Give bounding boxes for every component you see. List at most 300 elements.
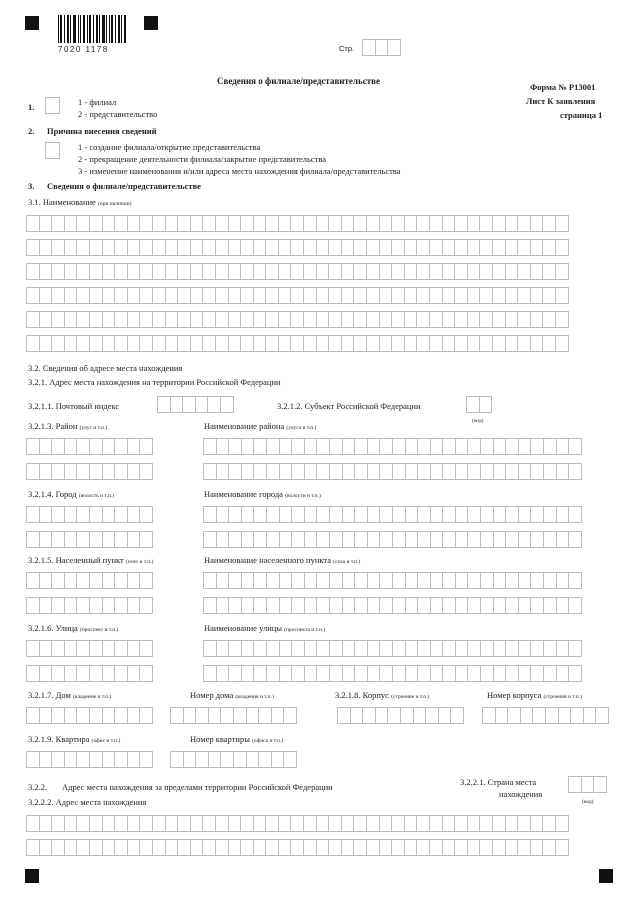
input-cell[interactable] xyxy=(266,438,280,455)
input-cell[interactable] xyxy=(89,597,103,614)
input-cell[interactable] xyxy=(279,665,293,682)
input-cell[interactable] xyxy=(329,506,343,523)
input-cell[interactable] xyxy=(51,311,65,328)
input-cell[interactable] xyxy=(303,815,317,832)
input-cell[interactable] xyxy=(518,506,532,523)
input-cell[interactable] xyxy=(39,597,53,614)
input-cell[interactable] xyxy=(429,311,443,328)
input-cell[interactable] xyxy=(379,597,393,614)
input-cell[interactable] xyxy=(290,335,304,352)
input-cell[interactable] xyxy=(253,531,267,548)
input-cell[interactable] xyxy=(417,506,431,523)
input-cell[interactable] xyxy=(405,640,419,657)
input-cell[interactable] xyxy=(442,438,456,455)
input-cell[interactable] xyxy=(543,665,557,682)
input-cell[interactable] xyxy=(26,640,40,657)
input-cell[interactable] xyxy=(379,572,393,589)
input-cell[interactable] xyxy=(304,438,318,455)
input-cell[interactable] xyxy=(405,665,419,682)
input-cell[interactable] xyxy=(417,531,431,548)
input-cell[interactable] xyxy=(228,640,242,657)
input-cell[interactable] xyxy=(392,463,406,480)
input-cell[interactable] xyxy=(517,215,531,232)
input-cell[interactable] xyxy=(89,438,103,455)
input-cell[interactable] xyxy=(241,572,255,589)
input-cell[interactable] xyxy=(354,531,368,548)
input-cell[interactable] xyxy=(404,815,418,832)
input-cell[interactable] xyxy=(479,239,493,256)
input-cell[interactable] xyxy=(177,215,191,232)
input-cell[interactable] xyxy=(581,776,595,793)
district-type-row-2[interactable] xyxy=(26,463,153,480)
input-cell[interactable] xyxy=(89,572,103,589)
input-cell[interactable] xyxy=(556,597,570,614)
input-cell[interactable] xyxy=(342,665,356,682)
input-cell[interactable] xyxy=(89,531,103,548)
input-cell[interactable] xyxy=(353,287,367,304)
input-cell[interactable] xyxy=(208,751,222,768)
input-cell[interactable] xyxy=(51,597,65,614)
input-cell[interactable] xyxy=(76,572,90,589)
input-cell[interactable] xyxy=(152,215,166,232)
input-cell[interactable] xyxy=(102,263,116,280)
input-cell[interactable] xyxy=(467,506,481,523)
input-cell[interactable] xyxy=(555,239,569,256)
input-cell[interactable] xyxy=(240,839,254,856)
input-cell[interactable] xyxy=(127,597,141,614)
input-cell[interactable] xyxy=(266,531,280,548)
input-cell[interactable] xyxy=(492,215,506,232)
input-cell[interactable] xyxy=(391,311,405,328)
input-cell[interactable] xyxy=(479,287,493,304)
input-cell[interactable] xyxy=(203,438,217,455)
input-cell[interactable] xyxy=(291,597,305,614)
input-cell[interactable] xyxy=(530,311,544,328)
input-cell[interactable] xyxy=(215,239,229,256)
input-cell[interactable] xyxy=(532,707,546,724)
input-cell[interactable] xyxy=(203,531,217,548)
input-cell[interactable] xyxy=(139,287,153,304)
input-cell[interactable] xyxy=(89,311,103,328)
input-cell[interactable] xyxy=(367,597,381,614)
input-cell[interactable] xyxy=(530,287,544,304)
input-cell[interactable] xyxy=(316,311,330,328)
input-cell[interactable] xyxy=(64,815,78,832)
input-cell[interactable] xyxy=(517,335,531,352)
input-cell[interactable] xyxy=(290,215,304,232)
input-cell[interactable] xyxy=(568,531,582,548)
input-cell[interactable] xyxy=(51,839,65,856)
input-cell[interactable] xyxy=(26,839,40,856)
input-cell[interactable] xyxy=(51,572,65,589)
input-cell[interactable] xyxy=(76,215,90,232)
input-cell[interactable] xyxy=(102,438,116,455)
input-cell[interactable] xyxy=(228,597,242,614)
input-cell[interactable] xyxy=(430,506,444,523)
input-cell[interactable] xyxy=(367,438,381,455)
input-cell[interactable] xyxy=(76,239,90,256)
input-cell[interactable] xyxy=(316,215,330,232)
input-cell[interactable] xyxy=(114,335,128,352)
input-cell[interactable] xyxy=(39,815,53,832)
input-cell[interactable] xyxy=(416,263,430,280)
input-cell[interactable] xyxy=(455,463,469,480)
input-cell[interactable] xyxy=(76,335,90,352)
input-cell[interactable] xyxy=(26,239,40,256)
input-cell[interactable] xyxy=(190,215,204,232)
input-cell[interactable] xyxy=(354,597,368,614)
input-cell[interactable] xyxy=(240,335,254,352)
input-cell[interactable] xyxy=(64,239,78,256)
input-cell[interactable] xyxy=(291,438,305,455)
input-cell[interactable] xyxy=(26,215,40,232)
input-cell[interactable] xyxy=(542,311,556,328)
input-cell[interactable] xyxy=(203,463,217,480)
input-cell[interactable] xyxy=(290,287,304,304)
input-cell[interactable] xyxy=(404,239,418,256)
input-cell[interactable] xyxy=(416,815,430,832)
input-cell[interactable] xyxy=(266,572,280,589)
input-cell[interactable] xyxy=(26,597,40,614)
input-cell[interactable] xyxy=(530,335,544,352)
input-cell[interactable] xyxy=(139,438,153,455)
input-cell[interactable] xyxy=(467,640,481,657)
input-cell[interactable] xyxy=(303,335,317,352)
input-cell[interactable] xyxy=(303,287,317,304)
input-cell[interactable] xyxy=(416,311,430,328)
input-cell[interactable] xyxy=(102,335,116,352)
input-cell[interactable] xyxy=(416,335,430,352)
name-row-4[interactable] xyxy=(26,287,569,304)
input-cell[interactable] xyxy=(542,239,556,256)
input-cell[interactable] xyxy=(127,665,141,682)
input-cell[interactable] xyxy=(216,597,230,614)
input-cell[interactable] xyxy=(51,215,65,232)
input-cell[interactable] xyxy=(467,287,481,304)
input-cell[interactable] xyxy=(545,707,559,724)
input-cell[interactable] xyxy=(329,597,343,614)
input-cell[interactable] xyxy=(542,335,556,352)
input-cell[interactable] xyxy=(265,287,279,304)
input-cell[interactable] xyxy=(278,335,292,352)
input-cell[interactable] xyxy=(530,531,544,548)
input-cell[interactable] xyxy=(139,751,153,768)
input-cell[interactable] xyxy=(454,839,468,856)
input-cell[interactable] xyxy=(442,640,456,657)
input-cell[interactable] xyxy=(417,597,431,614)
input-cell[interactable] xyxy=(64,287,78,304)
input-cell[interactable] xyxy=(291,463,305,480)
input-cell[interactable] xyxy=(342,531,356,548)
input-cell[interactable] xyxy=(542,215,556,232)
input-cell[interactable] xyxy=(442,506,456,523)
input-cell[interactable] xyxy=(367,665,381,682)
input-cell[interactable] xyxy=(328,287,342,304)
input-cell[interactable] xyxy=(290,815,304,832)
input-cell[interactable] xyxy=(304,463,318,480)
input-cell[interactable] xyxy=(400,707,414,724)
input-cell[interactable] xyxy=(127,438,141,455)
input-cell[interactable] xyxy=(215,815,229,832)
input-cell[interactable] xyxy=(290,839,304,856)
input-cell[interactable] xyxy=(303,239,317,256)
input-cell[interactable] xyxy=(480,463,494,480)
input-cell[interactable] xyxy=(555,839,569,856)
input-cell[interactable] xyxy=(316,665,330,682)
city-type-row-2[interactable] xyxy=(26,531,153,548)
input-cell[interactable] xyxy=(505,239,519,256)
input-cell[interactable] xyxy=(493,597,507,614)
input-cell[interactable] xyxy=(241,665,255,682)
input-cell[interactable] xyxy=(39,640,53,657)
input-cell[interactable] xyxy=(530,597,544,614)
input-cell[interactable] xyxy=(228,665,242,682)
input-cell[interactable] xyxy=(253,640,267,657)
input-cell[interactable] xyxy=(26,531,40,548)
input-cell[interactable] xyxy=(518,463,532,480)
input-cell[interactable] xyxy=(114,597,128,614)
input-cell[interactable] xyxy=(278,263,292,280)
input-cell[interactable] xyxy=(480,572,494,589)
input-cell[interactable] xyxy=(492,287,506,304)
input-cell[interactable] xyxy=(303,311,317,328)
input-cell[interactable] xyxy=(392,506,406,523)
input-cell[interactable] xyxy=(228,506,242,523)
input-cell[interactable] xyxy=(367,640,381,657)
input-cell[interactable] xyxy=(379,506,393,523)
input-cell[interactable] xyxy=(329,640,343,657)
input-cell[interactable] xyxy=(258,707,272,724)
input-cell[interactable] xyxy=(530,839,544,856)
input-cell[interactable] xyxy=(404,839,418,856)
input-cell[interactable] xyxy=(228,815,242,832)
input-cell[interactable] xyxy=(127,215,141,232)
input-cell[interactable] xyxy=(583,707,597,724)
input-cell[interactable] xyxy=(417,665,431,682)
input-cell[interactable] xyxy=(89,239,103,256)
settlement-type-row-2[interactable] xyxy=(26,597,153,614)
input-cell[interactable] xyxy=(228,531,242,548)
input-cell[interactable] xyxy=(316,239,330,256)
input-cell[interactable] xyxy=(353,839,367,856)
input-cell[interactable] xyxy=(467,839,481,856)
input-cell[interactable] xyxy=(442,665,456,682)
input-cell[interactable] xyxy=(480,531,494,548)
input-cell[interactable] xyxy=(114,665,128,682)
input-cell[interactable] xyxy=(467,438,481,455)
input-cell[interactable] xyxy=(454,335,468,352)
input-cell[interactable] xyxy=(39,531,53,548)
building-number-cells[interactable] xyxy=(482,707,609,724)
input-cell[interactable] xyxy=(139,335,153,352)
name-row-5[interactable] xyxy=(26,311,569,328)
input-cell[interactable] xyxy=(455,438,469,455)
input-cell[interactable] xyxy=(392,640,406,657)
input-cell[interactable] xyxy=(165,239,179,256)
input-cell[interactable] xyxy=(102,287,116,304)
input-cell[interactable] xyxy=(429,815,443,832)
input-cell[interactable] xyxy=(283,751,297,768)
input-cell[interactable] xyxy=(26,815,40,832)
input-cell[interactable] xyxy=(271,751,285,768)
input-cell[interactable] xyxy=(442,572,456,589)
input-cell[interactable] xyxy=(290,311,304,328)
input-cell[interactable] xyxy=(507,707,521,724)
input-cell[interactable] xyxy=(76,707,90,724)
input-cell[interactable] xyxy=(316,572,330,589)
input-cell[interactable] xyxy=(505,506,519,523)
input-cell[interactable] xyxy=(64,463,78,480)
input-cell[interactable] xyxy=(240,263,254,280)
input-cell[interactable] xyxy=(505,640,519,657)
input-cell[interactable] xyxy=(170,751,184,768)
input-cell[interactable] xyxy=(202,839,216,856)
input-cell[interactable] xyxy=(215,311,229,328)
input-cell[interactable] xyxy=(479,839,493,856)
input-cell[interactable] xyxy=(102,815,116,832)
input-cell[interactable] xyxy=(328,239,342,256)
input-cell[interactable] xyxy=(190,239,204,256)
input-cell[interactable] xyxy=(139,572,153,589)
input-cell[interactable] xyxy=(102,751,116,768)
input-cell[interactable] xyxy=(366,287,380,304)
input-cell[interactable] xyxy=(341,335,355,352)
input-cell[interactable] xyxy=(455,665,469,682)
input-cell[interactable] xyxy=(177,839,191,856)
input-cell[interactable] xyxy=(492,815,506,832)
input-cell[interactable] xyxy=(568,463,582,480)
input-cell[interactable] xyxy=(165,839,179,856)
input-cell[interactable] xyxy=(416,215,430,232)
input-cell[interactable] xyxy=(316,640,330,657)
input-cell[interactable] xyxy=(89,640,103,657)
input-cell[interactable] xyxy=(114,287,128,304)
input-cell[interactable] xyxy=(241,597,255,614)
input-cell[interactable] xyxy=(404,263,418,280)
input-cell[interactable] xyxy=(480,506,494,523)
input-cell[interactable] xyxy=(165,287,179,304)
input-cell[interactable] xyxy=(127,707,141,724)
input-cell[interactable] xyxy=(391,215,405,232)
input-cell[interactable] xyxy=(354,572,368,589)
input-cell[interactable] xyxy=(127,640,141,657)
input-cell[interactable] xyxy=(530,572,544,589)
input-cell[interactable] xyxy=(114,839,128,856)
district-type-row-1[interactable] xyxy=(26,438,153,455)
input-cell[interactable] xyxy=(114,572,128,589)
input-cell[interactable] xyxy=(127,239,141,256)
input-cell[interactable] xyxy=(467,239,481,256)
input-cell[interactable] xyxy=(64,531,78,548)
input-cell[interactable] xyxy=(505,335,519,352)
input-cell[interactable] xyxy=(89,335,103,352)
building-type-cells[interactable] xyxy=(337,707,464,724)
input-cell[interactable] xyxy=(76,311,90,328)
input-cell[interactable] xyxy=(530,506,544,523)
input-cell[interactable] xyxy=(241,640,255,657)
input-cell[interactable] xyxy=(505,839,519,856)
input-cell[interactable] xyxy=(530,239,544,256)
input-cell[interactable] xyxy=(203,506,217,523)
input-cell[interactable] xyxy=(165,311,179,328)
input-cell[interactable] xyxy=(228,839,242,856)
input-cell[interactable] xyxy=(240,815,254,832)
input-cell[interactable] xyxy=(64,640,78,657)
input-cell[interactable] xyxy=(479,396,493,413)
input-cell[interactable] xyxy=(89,665,103,682)
input-cell[interactable] xyxy=(303,839,317,856)
input-cell[interactable] xyxy=(165,335,179,352)
input-cell[interactable] xyxy=(366,215,380,232)
input-cell[interactable] xyxy=(139,839,153,856)
input-cell[interactable] xyxy=(530,463,544,480)
input-cell[interactable] xyxy=(425,707,439,724)
input-cell[interactable] xyxy=(190,311,204,328)
input-cell[interactable] xyxy=(165,815,179,832)
input-cell[interactable] xyxy=(39,707,53,724)
street-type-row-1[interactable] xyxy=(26,640,153,657)
input-cell[interactable] xyxy=(467,531,481,548)
input-cell[interactable] xyxy=(102,839,116,856)
input-cell[interactable] xyxy=(265,839,279,856)
input-cell[interactable] xyxy=(127,263,141,280)
input-cell[interactable] xyxy=(190,263,204,280)
input-cell[interactable] xyxy=(253,311,267,328)
input-cell[interactable] xyxy=(505,287,519,304)
input-cell[interactable] xyxy=(51,707,65,724)
input-cell[interactable] xyxy=(265,239,279,256)
input-cell[interactable] xyxy=(442,335,456,352)
input-cell[interactable] xyxy=(450,707,464,724)
input-cell[interactable] xyxy=(467,335,481,352)
input-cell[interactable] xyxy=(51,751,65,768)
input-cell[interactable] xyxy=(291,640,305,657)
input-cell[interactable] xyxy=(195,396,209,413)
settlement-name-row-1[interactable] xyxy=(203,572,582,589)
input-cell[interactable] xyxy=(64,707,78,724)
input-cell[interactable] xyxy=(353,311,367,328)
input-cell[interactable] xyxy=(493,506,507,523)
input-cell[interactable] xyxy=(467,463,481,480)
foreign-address-row-1[interactable] xyxy=(26,815,569,832)
input-cell[interactable] xyxy=(26,751,40,768)
input-cell[interactable] xyxy=(304,531,318,548)
input-cell[interactable] xyxy=(555,311,569,328)
input-cell[interactable] xyxy=(328,839,342,856)
input-cell[interactable] xyxy=(316,506,330,523)
input-cell[interactable] xyxy=(505,263,519,280)
input-cell[interactable] xyxy=(89,506,103,523)
input-cell[interactable] xyxy=(467,263,481,280)
input-cell[interactable] xyxy=(228,311,242,328)
input-cell[interactable] xyxy=(366,239,380,256)
input-cell[interactable] xyxy=(517,839,531,856)
input-cell[interactable] xyxy=(493,531,507,548)
settlement-type-row-1[interactable] xyxy=(26,572,153,589)
street-type-row-2[interactable] xyxy=(26,665,153,682)
input-cell[interactable] xyxy=(379,839,393,856)
street-name-row-1[interactable] xyxy=(203,640,582,657)
input-cell[interactable] xyxy=(304,506,318,523)
input-cell[interactable] xyxy=(102,707,116,724)
name-row-1[interactable] xyxy=(26,215,569,232)
input-cell[interactable] xyxy=(190,815,204,832)
section2-choice-box[interactable] xyxy=(45,142,60,159)
input-cell[interactable] xyxy=(89,839,103,856)
input-cell[interactable] xyxy=(379,335,393,352)
input-cell[interactable] xyxy=(253,239,267,256)
input-cell[interactable] xyxy=(51,287,65,304)
